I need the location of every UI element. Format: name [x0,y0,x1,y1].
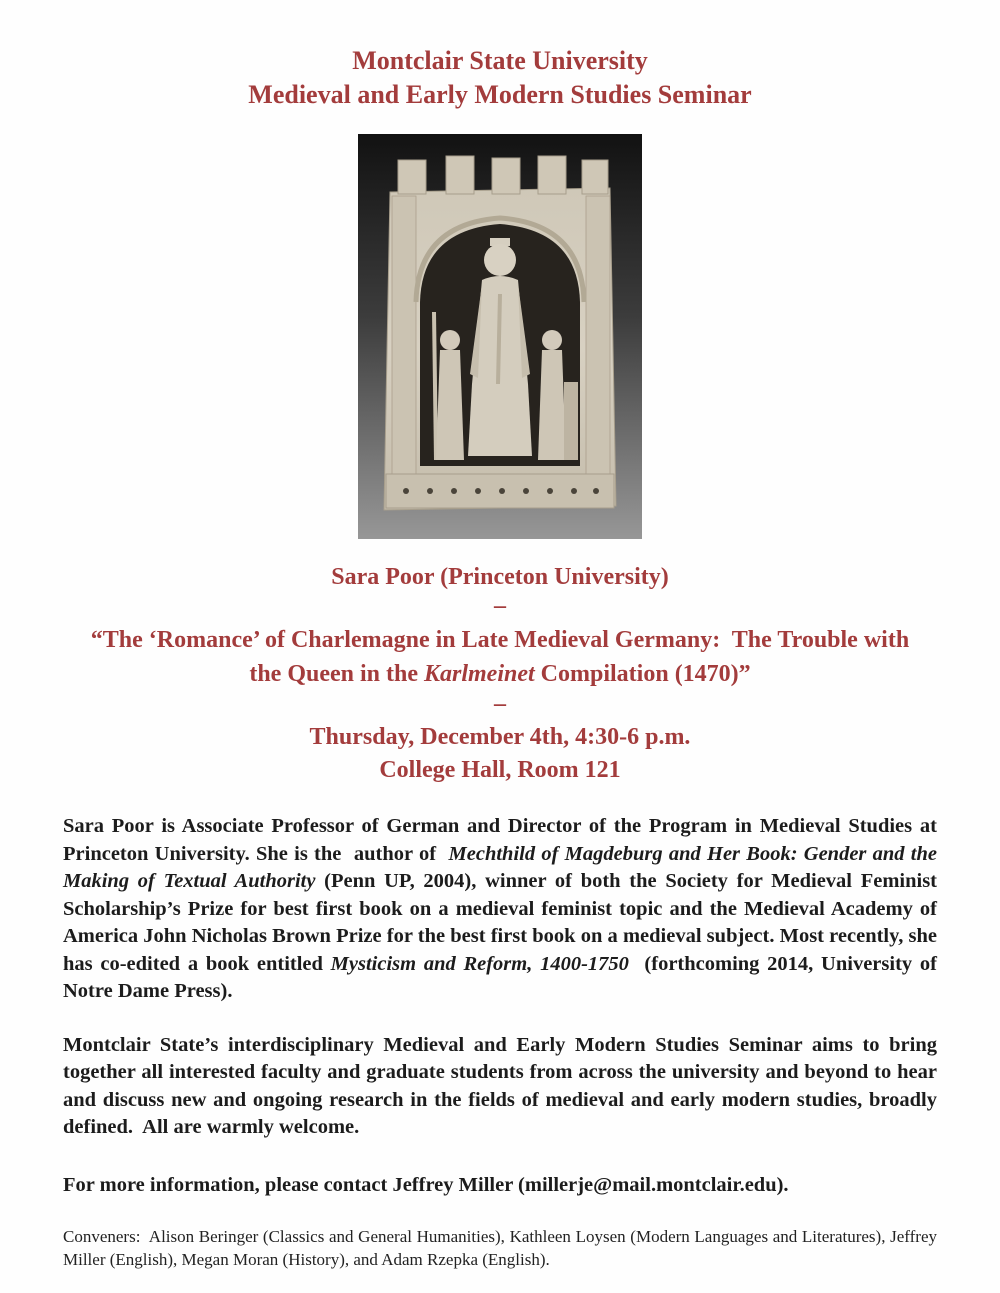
event-datetime: Thursday, December 4th, 4:30-6 p.m. [309,724,691,750]
flyer-header [0,0,1000,112]
event-location: College Hall, Room 121 [379,757,621,783]
right-pilaster [586,196,610,476]
contact-info-line: For more information, please contact Jeffrey Miller (millerje@mail.montclair.edu). [63,1173,789,1196]
left-pilaster [392,196,416,476]
conveners-line: Conveners: Alison Beringer (Classics and General Humanities), Kathleen Loysen (Modern Languages and Literatures), Jeffrey Miller (English), Megan Moran (History), and Adam Rzepka (English). [63,1226,937,1269]
ivory-carving-photo [358,134,642,539]
separator-dash-1: – [494,593,506,619]
university-name: Montclair State University [352,46,648,75]
speaker-name: Sara Poor (Princeton University) [331,564,669,590]
separator-dash-2: – [494,691,506,717]
ivory-carving-illustration [358,134,642,539]
talk-title: “The ‘Romance’ of Charlemagne in Late Medieval Germany: The Trouble with the Queen in the Karlmeinet Compilation (1470)” [90,627,910,687]
seminar-series-name: Medieval and Early Modern Studies Seminar [248,80,752,109]
speaker-bio-paragraph: Sara Poor is Associate Professor of German and Director of the Program in Medieval Studies at Princeton University. She is the author of Mechthild of Magdeburg and Her Book: Gender and the Making of Textual Authority (Penn UP, 2004), winner of both the Society for Medieval Feminist Scholarship’s Prize for best first book on a medieval feminist topic and the Medieval Academy of America John Nicholas Brown Prize for the best first book on a medieval subject. Most recently, she has co-edited a book entitled Mysticism and Reform, 1400-1750 (forthcoming 2014, University of Notre Dame Press). [63,815,938,1002]
seminar-description-paragraph: Montclair State’s interdisciplinary Medieval and Early Modern Studies Seminar aims to bring together all interested faculty and graduate students from across the university and beyond to hear and discuss new and ongoing research in the fields of medieval and early modern studies, broadly defined. All are warmly welcome. [63,1033,937,1138]
event-datetime-location [0,721,1000,787]
